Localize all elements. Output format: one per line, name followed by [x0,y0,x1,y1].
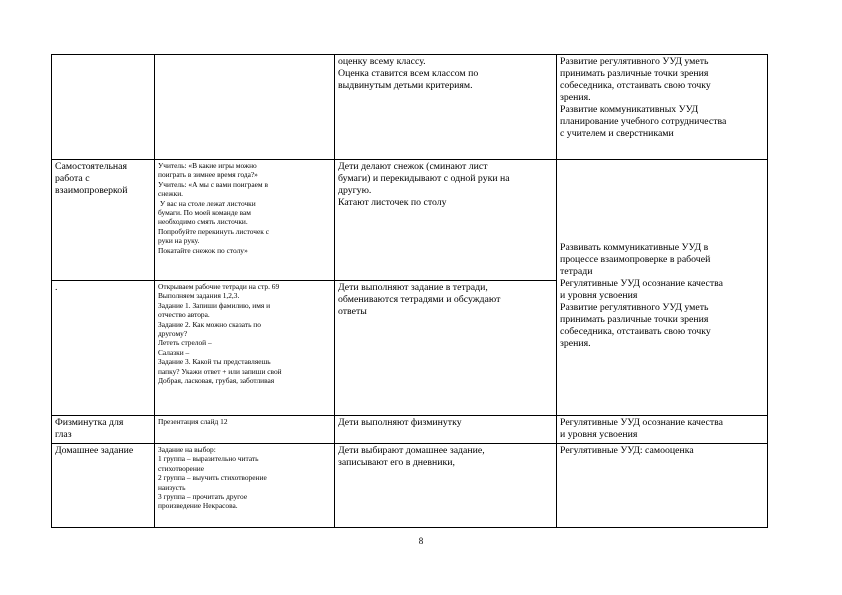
cell-text-line: Дети делают снежок (сминают лист [338,161,488,172]
cell-text-line: Дети выполняют задание в тетради, [338,282,488,293]
table-row [52,444,768,528]
cell-text-line: Открываем рабочие тетради на стр. 69 [158,282,280,291]
cell-text-line: Выполняем задания 1,2,3. [158,291,240,301]
cell-text-line: бумаги. По моей команде вам [158,208,251,218]
cell-text-line: взаимопроверкой [55,185,128,196]
cell-text-line: бумаги) и перекидывают с одной руки на [338,173,510,184]
uud-cell [557,160,768,416]
cell-text-line: Катают листочек по столу [338,197,447,208]
student-activity-cell [335,444,557,528]
cell-text-line: Регулятивные УУД: самооценка [560,445,694,456]
cell-text-line: Учитель: «А мы с вами поиграем в [158,179,268,189]
cell-text-line: зрения. [560,92,591,103]
cell-text-line: Регулятивные УУД осознание качества [560,417,724,428]
cell-text-line: Задание 3. Какой ты представляешь [158,357,271,367]
teacher-activity-cell [155,444,335,528]
cell-text-line: глаз [55,429,72,440]
stage-cell [52,444,155,528]
cell-text-line: произведение Некрасова. [158,501,238,511]
uud-cell [557,55,768,160]
cell-text-line: работа с [55,173,90,184]
cell-text-line: Развивать коммуникативные УУД в [560,241,709,253]
cell-text-line: наизусть [158,482,186,492]
student-activity-cell [335,55,557,160]
cell-text-line: Попробуйте перекинуть листочек с [158,226,269,236]
student-activity-cell [335,416,557,444]
cell-text-line: Задание 1. Запиши фамилию, имя и [158,300,271,310]
cell-text-line: отчество автора. [158,310,210,320]
cell-text-line: выдвинутым детьми критериям. [338,80,473,91]
cell-text-line: У вас на столе лежат листочки [158,198,256,208]
stage-cell [52,416,155,444]
cell-text-line: руки на руку. [158,236,200,246]
teacher-activity-cell [155,55,335,160]
cell-text-line: Лететь стрелой – [158,338,212,348]
cell-text-line: Дети выбирают домашнее задание, [338,445,485,456]
stage-cell [52,281,155,416]
cell-text-line: и уровня усвоения [560,289,638,301]
cell-text-line: Задание на выбор: [158,445,216,454]
page-number: 8 [418,536,424,546]
cell-text-line: Салазки – [158,347,190,357]
cell-text-line: другому? [158,329,188,339]
cell-text-line: собеседника, отстаивать свою точку [560,80,711,91]
cell-text-line: планирование учебного сотрудничества [560,116,727,127]
cell-text-line: Задание 2. Как можно сказать по [158,319,261,329]
cell-text-line: снежки. [158,189,184,199]
cell-text-line: тетради [560,265,593,277]
cell-text-line: зрения. [560,337,591,349]
cell-text-line: поиграть в зимнее время года?» [158,170,258,180]
cell-text-line: необходимо смять листочки. [158,217,248,227]
cell-text-line: с учителем и сверстниками [560,128,674,139]
table-row [52,55,768,160]
cell-text-line: Развитие регулятивного УУД уметь [560,301,709,313]
cell-text-line: собеседника, отстаивать свою точку [560,325,711,337]
table-row [52,416,768,444]
teacher-activity-cell [155,160,335,281]
cell-text-line: ответы [338,306,367,317]
cell-text-line: Дети выполняют физминутку [338,417,462,428]
uud-cell [557,416,768,444]
cell-text-line: . [55,282,58,293]
cell-text-line: 1 группа – выразительно читать [158,454,259,464]
cell-text-line: Оценка ставится всем классом по [338,68,479,79]
cell-text-line: 2 группа – выучить стихотворение [158,473,267,483]
cell-text-line: Самостоятельная [55,161,128,172]
student-activity-cell [335,160,557,281]
stage-cell [52,160,155,281]
cell-text-line: записывают его в дневники, [338,457,455,468]
uud-cell [557,444,768,528]
cell-text-line: и уровня усвоения [560,429,638,440]
table-row [52,160,768,281]
cell-text-line: другую. [338,185,372,196]
cell-text-line: оценку всему классу. [338,56,426,67]
cell-text-line: папку? Укажи ответ + или запиши свой [158,366,282,376]
cell-text-line: стихотворение [158,463,205,473]
cell-text-line: Покатайте снежок по столу» [158,245,248,255]
cell-text-line: обмениваются тетрадями и обсуждают [338,294,501,305]
cell-text-line: Развитие регулятивного УУД уметь [560,56,709,67]
teacher-activity-cell [155,281,335,416]
cell-text-line: Добрая, ласковая, грубая, заботливая [158,376,275,386]
student-activity-cell [335,281,557,416]
cell-text-line: Физминутка для [55,417,124,428]
cell-text-line: принимать различные точки зрения [560,313,709,325]
cell-text-line: принимать различные точки зрения [560,68,709,79]
lesson-plan-table [51,54,768,528]
stage-cell [52,55,155,160]
cell-text-line: Регулятивные УУД осознание качества [560,277,724,289]
cell-text-line: Развитие коммуникативных УУД [560,104,699,115]
cell-text-line: Домашнее задание [55,445,134,456]
cell-text-line: процессе взаимопроверке в рабочей [560,253,711,265]
cell-text-line: 3 группа – прочитать другое [158,492,248,502]
teacher-activity-cell [155,416,335,444]
cell-text-line: Презентация слайд 12 [158,417,228,426]
cell-text-line: Учитель: «В какие игры можно [158,161,257,170]
